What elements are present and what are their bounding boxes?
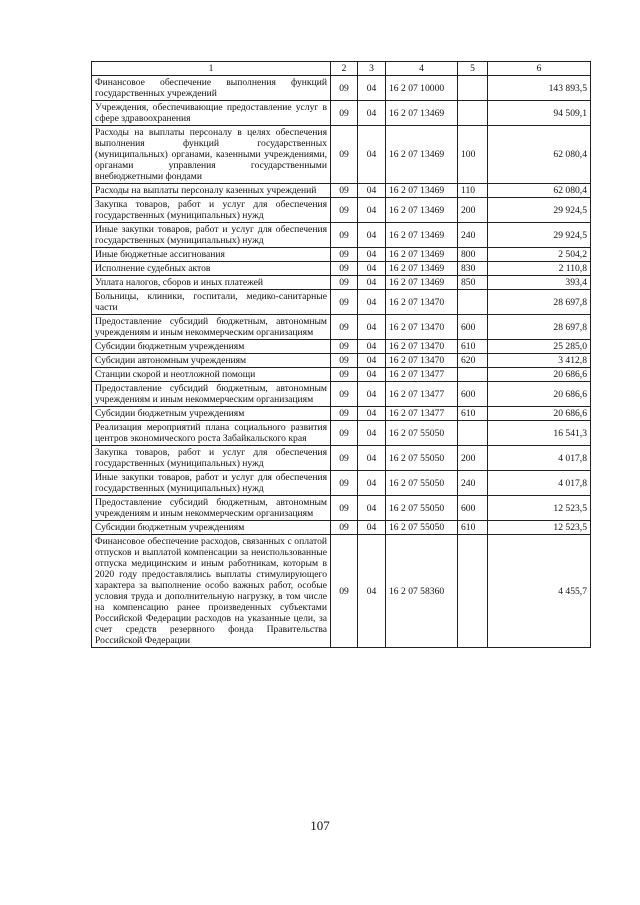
target-article-code: 16 2 07 55050 bbox=[386, 521, 458, 535]
table-row bbox=[92, 407, 591, 421]
row-description: Финансовое обеспечение выполнения функций государственных учреждений bbox=[92, 76, 331, 101]
section-code: 09 bbox=[331, 471, 358, 496]
subsection-code: 04 bbox=[358, 290, 386, 315]
expense-type-code bbox=[458, 368, 488, 382]
column-header: 6 bbox=[488, 62, 591, 76]
section-code: 09 bbox=[331, 368, 358, 382]
section-code: 09 bbox=[331, 262, 358, 276]
table-row bbox=[92, 101, 591, 126]
target-article-code: 16 2 07 13477 bbox=[386, 368, 458, 382]
amount-value: 28 697,8 bbox=[488, 315, 591, 340]
expense-type-code bbox=[458, 101, 488, 126]
section-code: 09 bbox=[331, 276, 358, 290]
section-code: 09 bbox=[331, 76, 358, 101]
amount-value: 29 924,5 bbox=[488, 223, 591, 248]
amount-value: 3 412,8 bbox=[488, 354, 591, 368]
amount-value: 25 285,0 bbox=[488, 340, 591, 354]
amount-value: 12 523,5 bbox=[488, 521, 591, 535]
subsection-code: 04 bbox=[358, 223, 386, 248]
expense-type-code: 110 bbox=[458, 184, 488, 198]
amount-value: 20 686,6 bbox=[488, 382, 591, 407]
target-article-code: 16 2 07 10000 bbox=[386, 76, 458, 101]
amount-value: 62 080,4 bbox=[488, 126, 591, 184]
target-article-code: 16 2 07 13469 bbox=[386, 184, 458, 198]
subsection-code: 04 bbox=[358, 76, 386, 101]
expense-type-code: 100 bbox=[458, 126, 488, 184]
table-row bbox=[92, 446, 591, 471]
target-article-code: 16 2 07 55050 bbox=[386, 421, 458, 446]
target-article-code: 16 2 07 13469 bbox=[386, 248, 458, 262]
target-article-code: 16 2 07 13477 bbox=[386, 407, 458, 421]
expense-type-code: 800 bbox=[458, 248, 488, 262]
row-description: Станции скорой и неотложной помощи bbox=[92, 368, 331, 382]
expense-type-code: 610 bbox=[458, 521, 488, 535]
target-article-code: 16 2 07 13469 bbox=[386, 126, 458, 184]
subsection-code: 04 bbox=[358, 340, 386, 354]
target-article-code: 16 2 07 13470 bbox=[386, 340, 458, 354]
row-description: Реализация мероприятий плана социального развития центров экономического роста Забайкальского края bbox=[92, 421, 331, 446]
row-description: Субсидии бюджетным учреждениям bbox=[92, 407, 331, 421]
table-row bbox=[92, 421, 591, 446]
expense-type-code: 240 bbox=[458, 471, 488, 496]
amount-value: 12 523,5 bbox=[488, 496, 591, 521]
section-code: 09 bbox=[331, 126, 358, 184]
amount-value: 62 080,4 bbox=[488, 184, 591, 198]
table-row bbox=[92, 382, 591, 407]
table-row bbox=[92, 340, 591, 354]
subsection-code: 04 bbox=[358, 471, 386, 496]
amount-value: 20 686,6 bbox=[488, 368, 591, 382]
table-row bbox=[92, 126, 591, 184]
target-article-code: 16 2 07 13469 bbox=[386, 101, 458, 126]
subsection-code: 04 bbox=[358, 354, 386, 368]
subsection-code: 04 bbox=[358, 521, 386, 535]
subsection-code: 04 bbox=[358, 315, 386, 340]
table-header-row bbox=[92, 62, 591, 76]
subsection-code: 04 bbox=[358, 446, 386, 471]
amount-value: 4 017,8 bbox=[488, 471, 591, 496]
expense-type-code: 600 bbox=[458, 382, 488, 407]
table-row bbox=[92, 368, 591, 382]
section-code: 09 bbox=[331, 340, 358, 354]
amount-value: 393,4 bbox=[488, 276, 591, 290]
column-header: 4 bbox=[386, 62, 458, 76]
target-article-code: 16 2 07 13470 bbox=[386, 290, 458, 315]
page-number: 107 bbox=[310, 818, 330, 833]
row-description: Предоставление субсидий бюджетным, автономным учреждениям и иным некоммерческим организациям bbox=[92, 315, 331, 340]
table-row bbox=[92, 471, 591, 496]
amount-value: 2 110,8 bbox=[488, 262, 591, 276]
column-header: 2 bbox=[331, 62, 358, 76]
target-article-code: 16 2 07 13469 bbox=[386, 276, 458, 290]
expense-type-code: 850 bbox=[458, 276, 488, 290]
row-description: Предоставление субсидий бюджетным, автономным учреждениям и иным некоммерческим организациям bbox=[92, 496, 331, 521]
row-description: Больницы, клиники, госпитали, медико-санитарные части bbox=[92, 290, 331, 315]
subsection-code: 04 bbox=[358, 496, 386, 521]
amount-value: 143 893,5 bbox=[488, 76, 591, 101]
section-code: 09 bbox=[331, 184, 358, 198]
row-description: Расходы на выплаты персоналу казенных учреждений bbox=[92, 184, 331, 198]
expense-type-code: 600 bbox=[458, 315, 488, 340]
column-header: 1 bbox=[92, 62, 331, 76]
expense-type-code: 200 bbox=[458, 446, 488, 471]
row-description: Иные бюджетные ассигнования bbox=[92, 248, 331, 262]
row-description: Закупка товаров, работ и услуг для обеспечения государственных (муниципальных) нужд bbox=[92, 446, 331, 471]
subsection-code: 04 bbox=[358, 198, 386, 223]
amount-value: 20 686,6 bbox=[488, 407, 591, 421]
section-code: 09 bbox=[331, 101, 358, 126]
expense-type-code: 600 bbox=[458, 496, 488, 521]
amount-value: 16 541,3 bbox=[488, 421, 591, 446]
column-header: 5 bbox=[458, 62, 488, 76]
amount-value: 28 697,8 bbox=[488, 290, 591, 315]
target-article-code: 16 2 07 13469 bbox=[386, 223, 458, 248]
expense-type-code bbox=[458, 535, 488, 648]
row-description: Предоставление субсидий бюджетным, автономным учреждениям и иным некоммерческим организациям bbox=[92, 382, 331, 407]
subsection-code: 04 bbox=[358, 421, 386, 446]
amount-value: 29 924,5 bbox=[488, 198, 591, 223]
target-article-code: 16 2 07 13470 bbox=[386, 315, 458, 340]
subsection-code: 04 bbox=[358, 248, 386, 262]
table-row bbox=[92, 262, 591, 276]
table-row bbox=[92, 76, 591, 101]
table-row bbox=[92, 290, 591, 315]
table-body bbox=[92, 76, 591, 648]
table-row bbox=[92, 535, 591, 648]
section-code: 09 bbox=[331, 290, 358, 315]
expense-type-code: 200 bbox=[458, 198, 488, 223]
row-description: Финансовое обеспечение расходов, связанных с оплатой отпусков и выплатой компенсации за неиспользованные отпуска медицинским и иным работникам, которым в 2020 году предоставлялись выплаты стимулирующего характера за выполнение особо важных работ, особые условия труда и дополнительную нагрузку, в том числе на компенсацию ранее произведенных субъектами Российской Федерации расходов на указанные цели, за счет средств резервного фонда Правительства Российской Федерации bbox=[92, 535, 331, 648]
target-article-code: 16 2 07 13469 bbox=[386, 198, 458, 223]
subsection-code: 04 bbox=[358, 407, 386, 421]
section-code: 09 bbox=[331, 535, 358, 648]
table-row bbox=[92, 248, 591, 262]
section-code: 09 bbox=[331, 315, 358, 340]
row-description: Субсидии бюджетным учреждениям bbox=[92, 521, 331, 535]
amount-value: 4 017,8 bbox=[488, 446, 591, 471]
table-row bbox=[92, 223, 591, 248]
table-row bbox=[92, 521, 591, 535]
section-code: 09 bbox=[331, 198, 358, 223]
section-code: 09 bbox=[331, 521, 358, 535]
section-code: 09 bbox=[331, 354, 358, 368]
table-row bbox=[92, 198, 591, 223]
subsection-code: 04 bbox=[358, 101, 386, 126]
section-code: 09 bbox=[331, 248, 358, 262]
column-header: 3 bbox=[358, 62, 386, 76]
target-article-code: 16 2 07 55050 bbox=[386, 496, 458, 521]
amount-value: 2 504,2 bbox=[488, 248, 591, 262]
budget-table bbox=[91, 61, 591, 648]
subsection-code: 04 bbox=[358, 126, 386, 184]
target-article-code: 16 2 07 13470 bbox=[386, 354, 458, 368]
table-row bbox=[92, 496, 591, 521]
target-article-code: 16 2 07 55050 bbox=[386, 446, 458, 471]
subsection-code: 04 bbox=[358, 184, 386, 198]
section-code: 09 bbox=[331, 407, 358, 421]
target-article-code: 16 2 07 55050 bbox=[386, 471, 458, 496]
expense-type-code: 620 bbox=[458, 354, 488, 368]
row-description: Субсидии бюджетным учреждениям bbox=[92, 340, 331, 354]
section-code: 09 bbox=[331, 446, 358, 471]
expense-type-code bbox=[458, 290, 488, 315]
target-article-code: 16 2 07 13477 bbox=[386, 382, 458, 407]
row-description: Иные закупки товаров, работ и услуг для обеспечения государственных (муниципальных) нужд bbox=[92, 471, 331, 496]
table-row bbox=[92, 315, 591, 340]
amount-value: 94 509,1 bbox=[488, 101, 591, 126]
section-code: 09 bbox=[331, 223, 358, 248]
expense-type-code: 240 bbox=[458, 223, 488, 248]
amount-value: 4 455,7 bbox=[488, 535, 591, 648]
table-row bbox=[92, 184, 591, 198]
subsection-code: 04 bbox=[358, 262, 386, 276]
row-description: Учреждения, обеспечивающие предоставление услуг в сфере здравоохранения bbox=[92, 101, 331, 126]
table-row bbox=[92, 276, 591, 290]
section-code: 09 bbox=[331, 496, 358, 521]
target-article-code: 16 2 07 13469 bbox=[386, 262, 458, 276]
section-code: 09 bbox=[331, 421, 358, 446]
row-description: Субсидии автономным учреждениям bbox=[92, 354, 331, 368]
expense-type-code: 610 bbox=[458, 407, 488, 421]
subsection-code: 04 bbox=[358, 368, 386, 382]
expense-type-code bbox=[458, 76, 488, 101]
subsection-code: 04 bbox=[358, 535, 386, 648]
row-description: Уплата налогов, сборов и иных платежей bbox=[92, 276, 331, 290]
subsection-code: 04 bbox=[358, 382, 386, 407]
section-code: 09 bbox=[331, 382, 358, 407]
expense-type-code: 830 bbox=[458, 262, 488, 276]
table-row bbox=[92, 354, 591, 368]
expense-type-code: 610 bbox=[458, 340, 488, 354]
subsection-code: 04 bbox=[358, 276, 386, 290]
row-description: Расходы на выплаты персоналу в целях обеспечения выполнения функций государственных (муниципальных) органами, казенными учреждениями, органами управления государственными внебюджетными фондами bbox=[92, 126, 331, 184]
target-article-code: 16 2 07 58360 bbox=[386, 535, 458, 648]
expense-type-code bbox=[458, 421, 488, 446]
row-description: Закупка товаров, работ и услуг для обеспечения государственных (муниципальных) нужд bbox=[92, 198, 331, 223]
row-description: Исполнение судебных актов bbox=[92, 262, 331, 276]
row-description: Иные закупки товаров, работ и услуг для обеспечения государственных (муниципальных) нужд bbox=[92, 223, 331, 248]
